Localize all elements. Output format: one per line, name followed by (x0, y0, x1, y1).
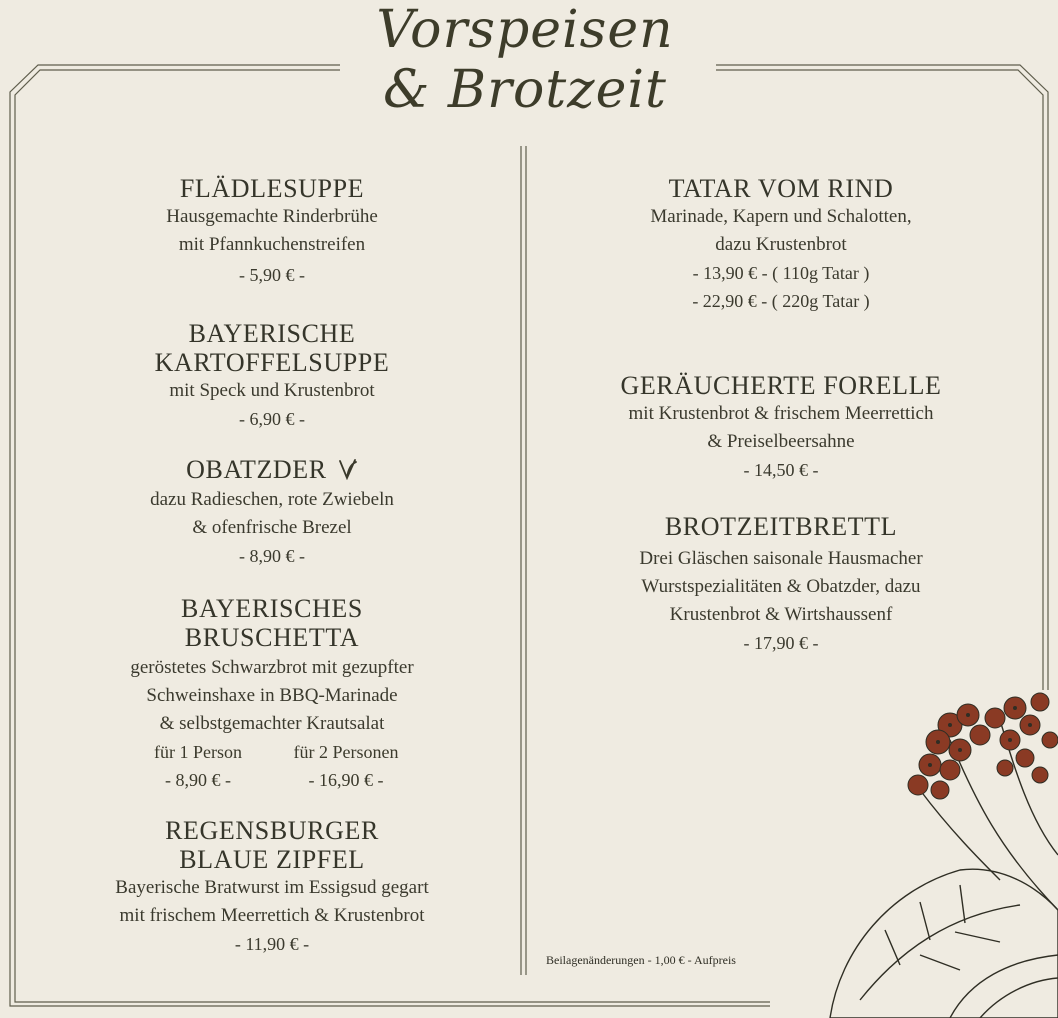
item-description: mit frischem Meerrettich & Krustenbrot (119, 905, 425, 926)
item-name-line-2: KARTOFFELSUPPE (154, 348, 390, 377)
menu-heading (360, 0, 690, 118)
menu-item-brotzeitbrettl (580, 512, 982, 657)
item-name: BROTZEITBRETTL (664, 512, 898, 541)
item-price: - 6,90 € - (239, 409, 305, 429)
item-name-line-2: BLAUE ZIPFEL (179, 845, 365, 874)
item-name: FLÄDLESUPPE (179, 174, 365, 203)
portion-prices (80, 766, 464, 794)
menu-item-tatar (580, 174, 982, 315)
portion-label-1: für 1 Person (154, 742, 242, 762)
item-name-line-2: BRUSCHETTA (184, 623, 360, 652)
item-description: & selbstgemachter Krautsalat (159, 713, 385, 734)
item-name: TATAR VOM RIND (668, 174, 894, 203)
item-name: REGENSBURGER (165, 816, 379, 845)
left-column (80, 170, 464, 958)
menu-item-kartoffelsuppe (80, 319, 464, 433)
side-dish-note: Beilagenänderungen - 1,00 € - Aufpreis (546, 953, 736, 967)
vegetarian-leaf-icon (338, 457, 358, 486)
menu-item-blaue-zipfel (80, 816, 464, 958)
item-description: mit Krustenbrot & frischem Meerrettich (628, 403, 934, 424)
berry-illustration (800, 680, 1058, 1018)
portion-label-2: für 2 Personen (293, 742, 399, 762)
menu-item-bruschetta (80, 594, 464, 794)
item-description: dazu Radieschen, rote Zwiebeln (150, 489, 394, 510)
item-price: - 5,90 € - (239, 265, 305, 285)
item-price-large: - 22,90 € - ( 220g Tatar ) (692, 291, 870, 311)
portion-price-1: - 8,90 € - (165, 770, 231, 790)
menu-item-flaedlesuppe (80, 174, 464, 289)
item-price: - 8,90 € - (239, 546, 305, 566)
item-price: - 11,90 € - (234, 934, 310, 954)
item-description: mit Speck und Krustenbrot (169, 380, 375, 401)
item-price: - 13,90 € - ( 110g Tatar ) (692, 263, 870, 283)
heading-line-2: & Brotzeit (383, 60, 667, 120)
item-name: GERÄUCHERTE FORELLE (620, 371, 942, 400)
portion-price-2: - 16,90 € - (308, 770, 384, 790)
item-description: & ofenfrische Brezel (192, 517, 352, 538)
heading-line-1: Vorspeisen (376, 0, 674, 60)
item-description: Krustenbrot & Wirtshaussenf (669, 604, 893, 625)
item-description: Hausgemachte Rinderbrühe (166, 206, 378, 227)
item-description: & Preiselbeersahne (707, 431, 855, 452)
item-name: OBATZDER (186, 455, 327, 484)
item-description: Marinade, Kapern und Schalotten, (650, 206, 912, 227)
item-description: Schweinshaxe in BBQ-Marinade (146, 685, 398, 706)
item-name: BAYERISCHES (181, 594, 363, 623)
item-price: - 14,50 € - (743, 460, 819, 480)
item-description: dazu Krustenbrot (715, 234, 847, 255)
menu-item-forelle (580, 371, 982, 484)
item-description: Wurstspezialitäten & Obatzder, dazu (641, 576, 921, 597)
item-description: geröstetes Schwarzbrot mit gezupfter (130, 657, 414, 678)
item-description: Drei Gläschen saisonale Hausmacher (639, 548, 923, 569)
item-description: mit Pfannkuchenstreifen (178, 234, 366, 255)
menu-item-obatzder (80, 455, 464, 570)
item-price: - 17,90 € - (743, 633, 819, 653)
item-name: BAYERISCHE (188, 319, 356, 348)
item-description: Bayerische Bratwurst im Essigsud gegart (115, 877, 429, 898)
right-column (580, 170, 982, 657)
portion-labels (80, 738, 464, 766)
